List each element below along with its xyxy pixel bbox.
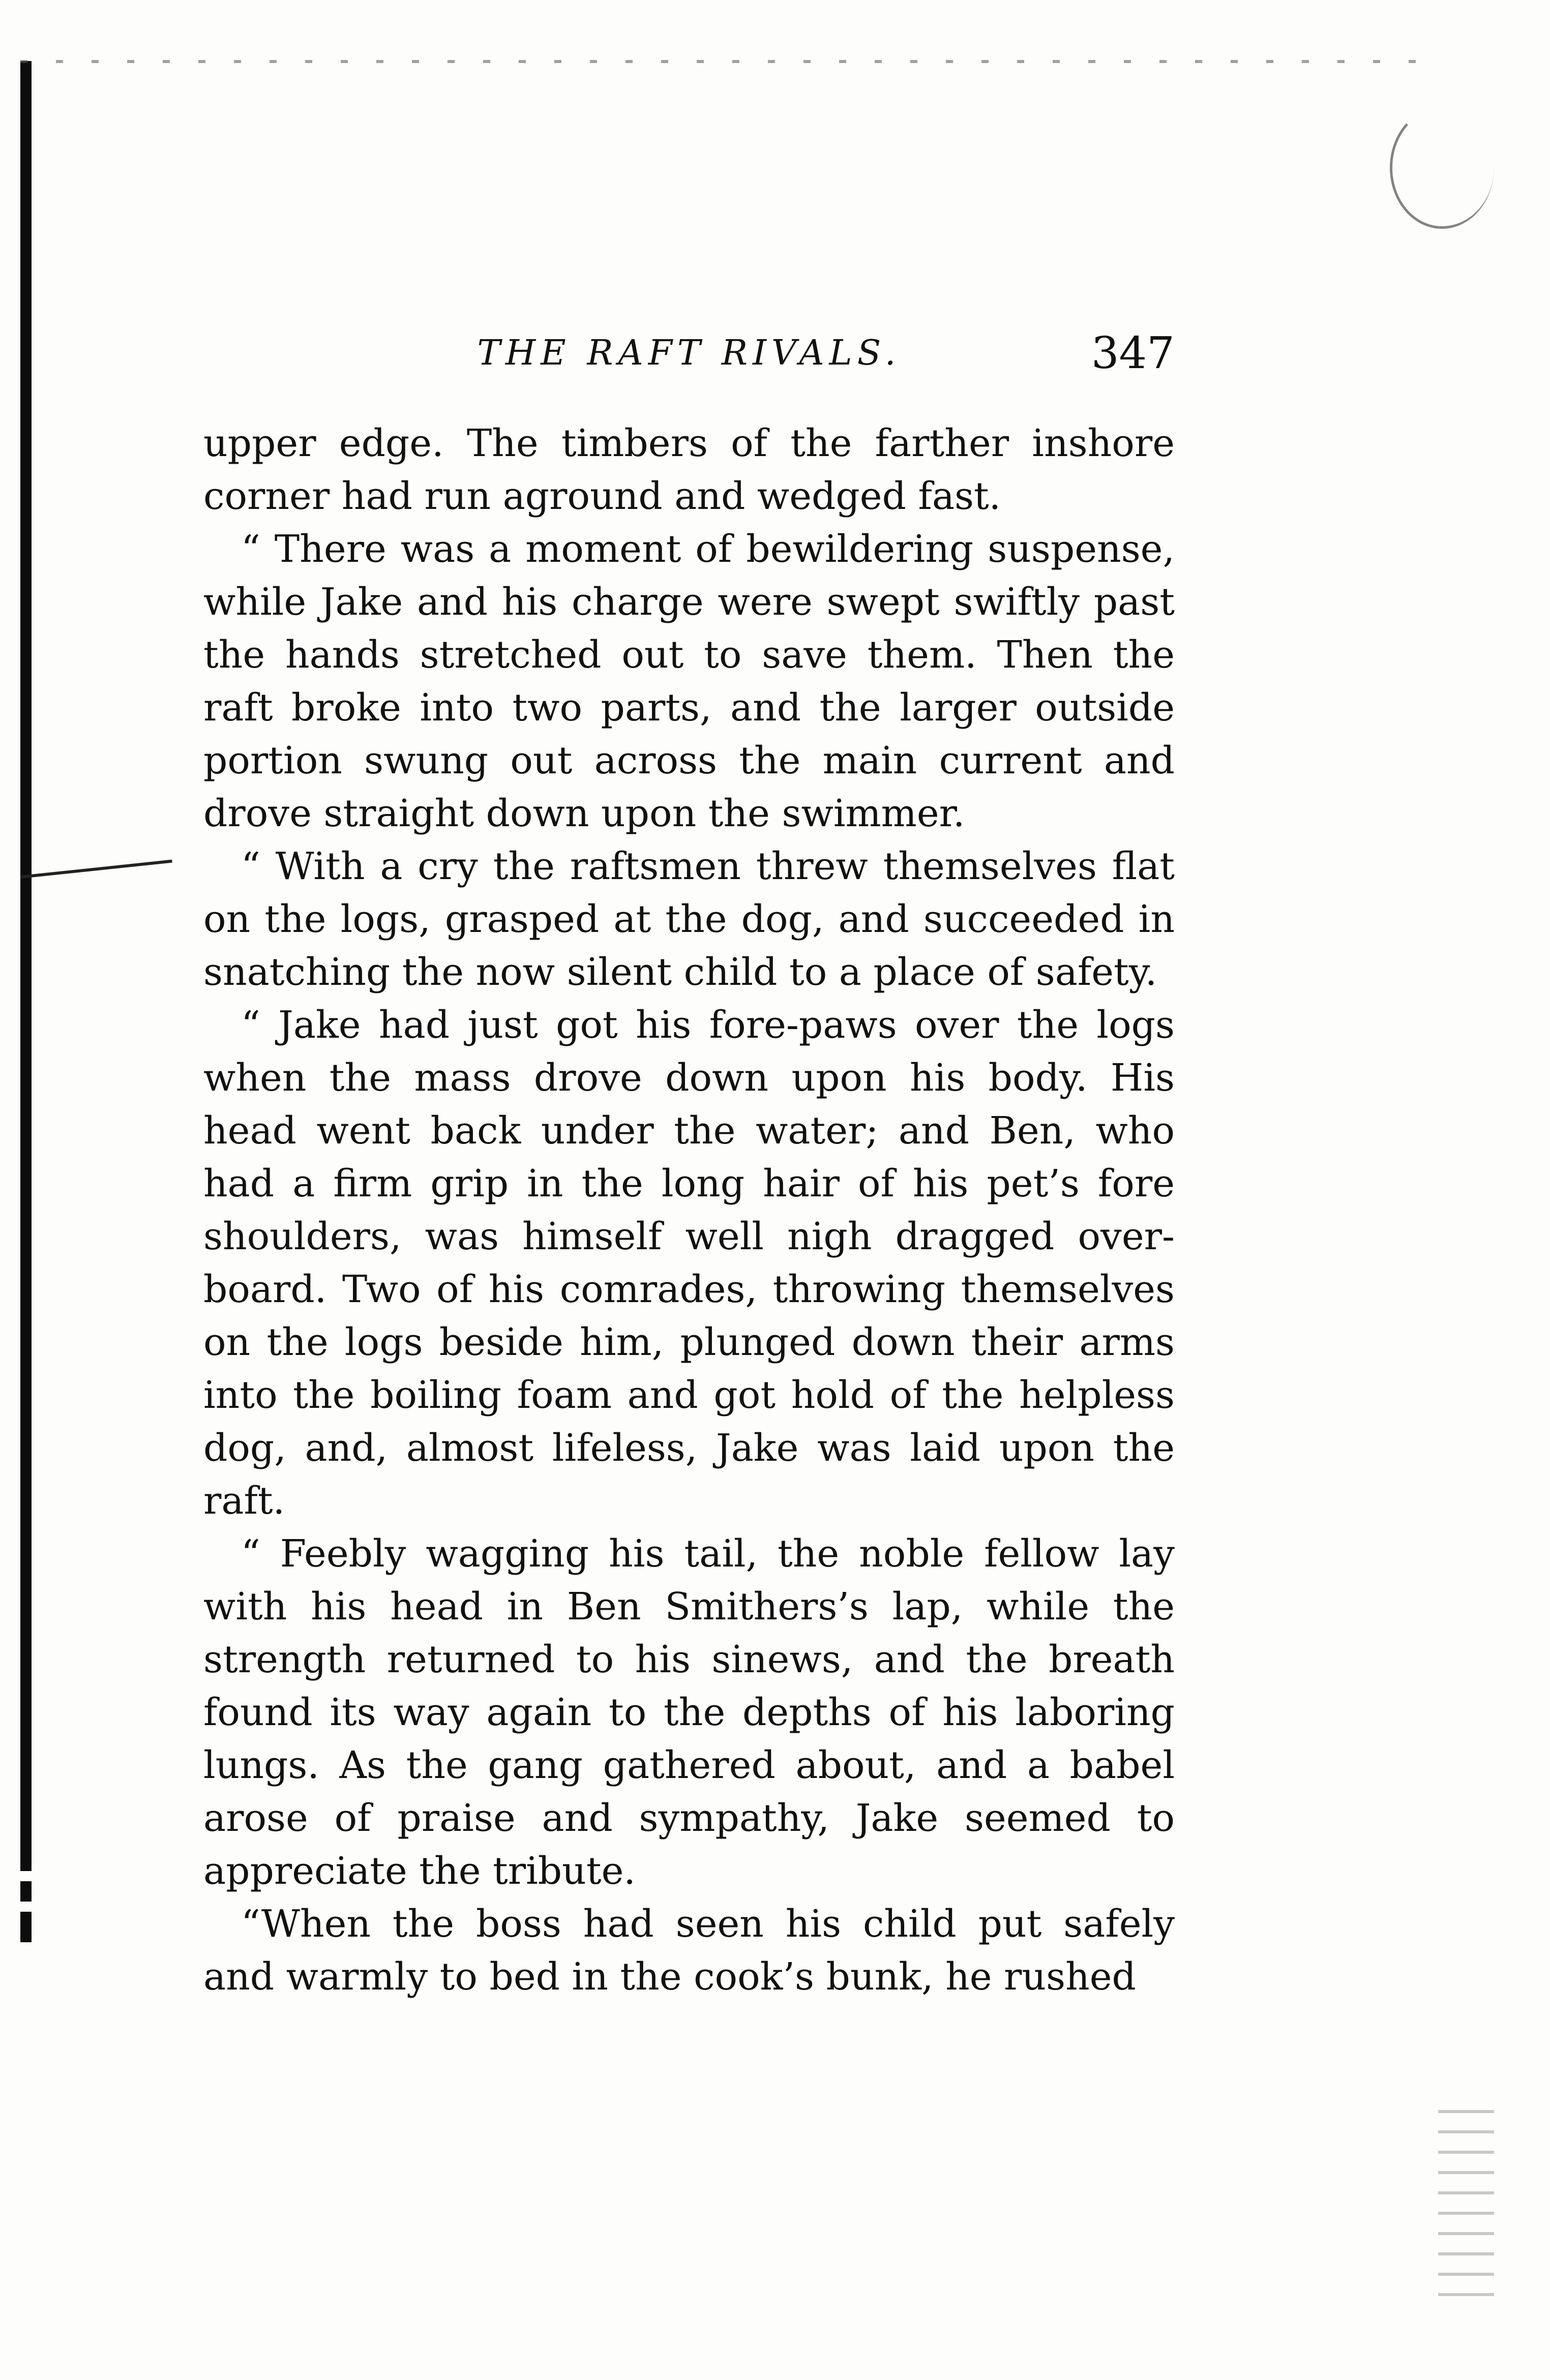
text-line: “ Feebly wagging his tail, the noble fellow lay	[241, 1532, 1175, 1576]
scan-speckle	[1438, 2110, 1494, 2313]
paragraph	[203, 523, 1175, 840]
text-line: on the logs beside him, plunged down their arms	[203, 1320, 1175, 1364]
paragraph	[203, 840, 1175, 999]
text-line: when the mass drove down upon his body. His	[203, 1056, 1175, 1100]
text-line: arose of praise and sympathy, Jake seemed to	[203, 1796, 1175, 1840]
text-line: appreciate the tribute.	[203, 1849, 636, 1893]
text-line: “ Jake had just got his fore-paws over the logs	[241, 1003, 1175, 1047]
text-line: raft.	[203, 1479, 285, 1523]
text-line: “When the boss had seen his child put safely	[241, 1902, 1175, 1946]
text-line: lungs. As the gang gathered about, and a babel	[203, 1743, 1175, 1787]
text-line: shoulders, was himself well nigh dragged over-	[203, 1215, 1175, 1258]
text-line: snatching the now silent child to a place of safety.	[203, 950, 1157, 994]
text-line: into the boiling foam and got hold of the helpless	[203, 1373, 1175, 1417]
page-number: 347	[1091, 328, 1175, 379]
text-line: upper edge. The timbers of the farther inshore	[203, 421, 1175, 465]
text-line: with his head in Ben Smithers’s lap, while the	[203, 1585, 1175, 1629]
page-corner-curl	[1390, 107, 1494, 229]
paragraph	[203, 1897, 1175, 2003]
scan-edge-bar	[20, 61, 32, 1871]
text-line: while Jake and his charge were swept swiftly past	[203, 580, 1175, 624]
text-line: “ There was a moment of bewildering suspense,	[241, 527, 1175, 571]
text-line: corner had run aground and wedged fast.	[203, 474, 1001, 518]
scan-edge-fragment	[20, 1881, 32, 1902]
margin-mark	[20, 860, 172, 879]
text-line: and warmly to bed in the cook’s bunk, he rushed	[203, 1955, 1136, 1999]
text-line: on the logs, grasped at the dog, and succeeded in	[203, 897, 1175, 941]
scan-top-edge	[20, 60, 1444, 63]
text-line: “ With a cry the raftsmen threw themselves flat	[241, 845, 1175, 888]
text-line: drove straight down upon the swimmer.	[203, 792, 965, 835]
text-line: portion swung out across the main current and	[203, 739, 1175, 782]
paragraph	[203, 417, 1175, 523]
text-line: head went back under the water; and Ben, who	[203, 1109, 1175, 1153]
body-text	[203, 417, 1175, 2003]
running-title: THE RAFT RIVALS.	[477, 333, 901, 373]
text-line: raft broke into two parts, and the larger outside	[203, 686, 1175, 730]
text-line: found its way again to the depths of his laboring	[203, 1691, 1175, 1734]
paragraph	[203, 999, 1175, 1527]
text-line: dog, and, almost lifeless, Jake was laid upon the	[203, 1426, 1175, 1470]
paragraph	[203, 1527, 1175, 1897]
text-line: the hands stretched out to save them. Then the	[203, 633, 1175, 677]
text-line: strength returned to his sinews, and the breath	[203, 1638, 1175, 1681]
scan-edge-fragment	[20, 1912, 32, 1942]
text-line: board. Two of his comrades, throwing themselves	[203, 1268, 1175, 1311]
page-header	[203, 325, 1175, 381]
text-line: had a firm grip in the long hair of his pet’s fore	[203, 1162, 1175, 1206]
